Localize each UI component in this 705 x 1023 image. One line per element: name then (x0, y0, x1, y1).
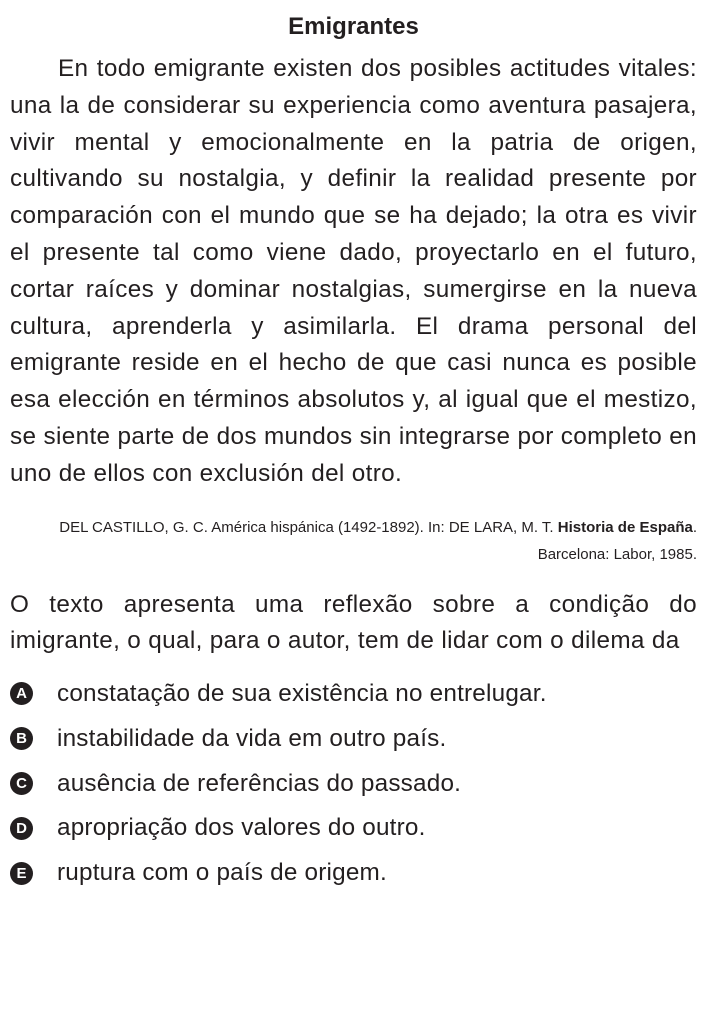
option-b-text: instabilidade da vida em outro país. (57, 724, 447, 752)
exam-question-page (0, 12, 705, 1023)
passage-title: Emigrantes (288, 13, 419, 40)
option-c-text: ausência de referências do passado. (57, 769, 462, 797)
option-e-text: ruptura com o país de origem. (57, 859, 387, 887)
option-d[interactable] (10, 806, 697, 851)
option-c-letter-badge: C (10, 772, 33, 795)
question-stem: O texto apresenta uma reflexão sobre a condição do imigrante, o qual, para o autor, tem de lidar com o dilema da (10, 590, 697, 655)
answer-options (10, 672, 697, 896)
citation-suffix: . Barcelona: Labor, 1985. (537, 518, 697, 563)
option-a[interactable] (10, 672, 697, 717)
option-a-text: constatação de sua existência no entrelugar. (57, 679, 547, 707)
source-citation (10, 514, 697, 568)
citation-book-title: Historia de España (557, 518, 693, 536)
option-a-letter-badge: A (10, 682, 33, 705)
citation-prefix: DEL CASTILLO, G. C. América hispánica (1492-1892). In: DE LARA, M. T. (59, 518, 558, 536)
passage-text: En todo emigrante existen dos posibles actitudes vitales: una la de considerar su experiencia como aventura pasajera, vivir mental y emocionalmente en la patria de origen, cultivando su nostalgia, y definir la realidad presente por comparación con el mundo que se ha dejado; la otra es vivir el presente tal como viene dado, proyectarlo en el futuro, cortar raíces y dominar nostalgias, sumergirse en la nueva cultura, aprenderla y asimilarla. El drama personal del emigrante reside en el hecho de que casi nunca es posible esa elección en términos absolutos y, al igual que el mestizo, se siente parte de dos mundos sin integrarse por completo en uno de ellos con exclusión del otro. (10, 55, 697, 487)
option-b[interactable] (10, 716, 697, 761)
option-e-letter-badge: E (10, 862, 33, 885)
option-b-letter-badge: B (10, 727, 33, 750)
option-d-letter-badge: D (10, 817, 33, 840)
option-d-text: apropriação dos valores do outro. (57, 814, 426, 842)
option-c[interactable] (10, 761, 697, 806)
option-e[interactable] (10, 851, 697, 896)
